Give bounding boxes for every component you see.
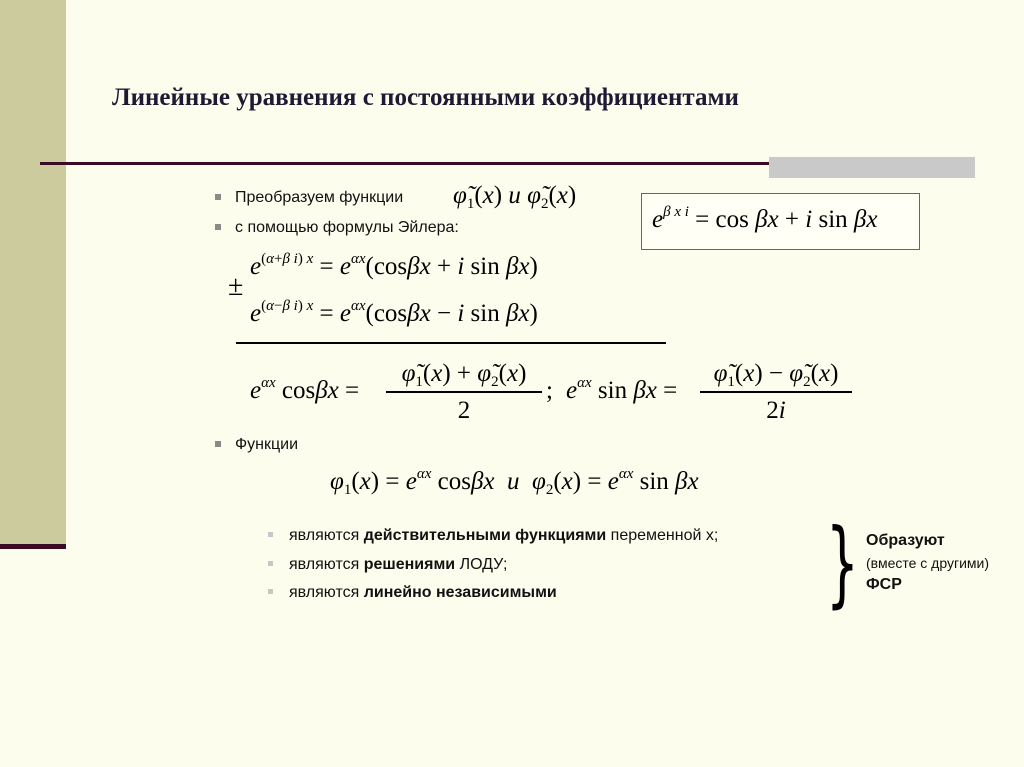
formula-sin-lhs: $e^{\alpha x}$ sin βx = xyxy=(566,375,678,404)
fraction-bar xyxy=(386,391,542,393)
subbullet-real xyxy=(268,527,718,545)
bullet-text: с помощью формулы Эйлера: xyxy=(235,219,459,236)
subbullet-independent xyxy=(268,584,557,602)
formula-euler: $e^{\beta x i} = \cos \beta x + i$ sin βx xyxy=(652,204,878,233)
subbullet-marker xyxy=(268,561,273,566)
subbullet-text: являются xyxy=(289,584,364,601)
bullet-text: Функции xyxy=(235,436,299,453)
phi-tilde-1: $\varphĩ_1(x)$ xyxy=(453,182,503,212)
subbullet-emphasis: действительными функциями xyxy=(363,527,607,544)
subbullet-marker xyxy=(268,532,273,537)
subbullet-emphasis: линейно независимыми xyxy=(363,584,557,601)
fraction-bar xyxy=(700,391,852,393)
right-brace: } xyxy=(826,509,859,618)
bullet-text: Преобразуем функции xyxy=(235,189,404,206)
fraction-cos xyxy=(386,360,542,425)
bullet-euler-formula xyxy=(215,219,459,237)
side-note-together: (вместе с другими) xyxy=(866,555,990,571)
formula-phi-pair: $\varphĩ_1(x)$ и $\varphĩ_2(x)$ xyxy=(453,182,577,212)
fraction-numerator: $\varphĩ_1(x)$ + $\varphĩ_2(x)$ xyxy=(401,360,527,390)
subbullet-marker xyxy=(268,589,273,594)
bullet-marker xyxy=(215,441,221,447)
fraction-numerator: $\varphĩ_1(x)$ − $\varphĩ_2(x)$ xyxy=(713,360,839,390)
subbullet-solutions xyxy=(268,556,507,574)
formula-exp-minus: $e^{(\alpha-\beta i) x} = e^{\alpha x}(\cos\beta x - i$ sin βx) xyxy=(250,298,538,327)
fraction-denominator: 2i xyxy=(766,396,786,424)
formula-real-functions: $\varphi_1(x) = e^{\alpha x}$ cosβx и $\varphi_2(x) = e^{\alpha x}$ sin βx xyxy=(330,466,699,498)
subbullet-text: являются xyxy=(289,527,364,544)
formula-cos-lhs: $e^{\alpha x}$ cosβx = xyxy=(250,375,360,404)
title-accent-bar xyxy=(769,157,975,178)
bullet-functions xyxy=(215,436,298,454)
side-note-fsr: ФСР xyxy=(866,576,902,593)
phi-tilde-2: $\varphĩ_2(x)$ xyxy=(527,182,577,212)
left-accent-bar xyxy=(0,0,66,548)
sum-line xyxy=(236,342,666,344)
subbullet-text: являются xyxy=(289,556,364,573)
bullet-transform-functions xyxy=(215,189,403,207)
bullet-marker xyxy=(215,194,221,200)
bullet-marker xyxy=(215,224,221,230)
formula-exp-plus: $e^{(\alpha+\beta i) x} = e^{\alpha x}(\cos\beta x + i$ sin βx) xyxy=(250,251,538,280)
side-note-forms: Образуют xyxy=(866,532,945,549)
slide-title: Линейные уравнения с постоянными коэффициентами xyxy=(112,84,739,111)
subbullet-emphasis: решениями xyxy=(363,556,456,573)
semicolon: ; xyxy=(546,377,553,404)
fraction-denominator: 2 xyxy=(457,396,471,424)
left-accent-rule xyxy=(0,544,66,549)
subbullet-text: переменной x; xyxy=(606,527,719,544)
subbullet-text: ЛОДУ; xyxy=(455,556,508,573)
fraction-sin xyxy=(700,360,852,425)
plus-minus-sign: ± xyxy=(228,271,244,302)
